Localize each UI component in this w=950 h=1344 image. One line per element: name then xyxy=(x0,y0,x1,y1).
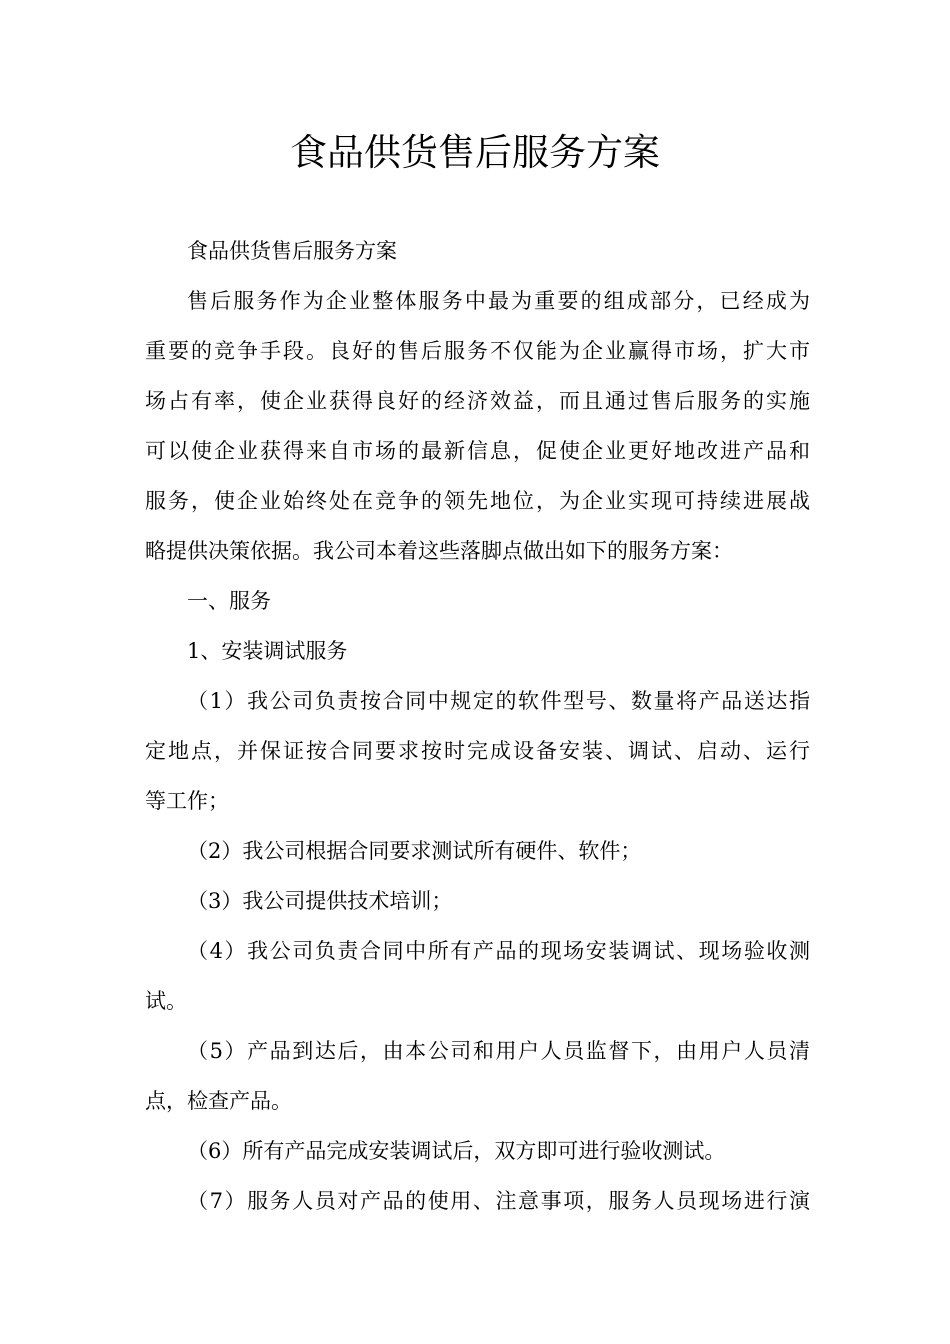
text-line: 一、服务 xyxy=(187,589,271,613)
text-line: 点，检查产品。 xyxy=(145,1089,292,1113)
text-line: （2）我公司根据合同要求测试所有硬件、软件； xyxy=(187,839,642,863)
list-item-3 xyxy=(145,876,810,926)
text-line: （1）我公司负责按合同中规定的软件型号、数量将产品送达指 xyxy=(187,689,810,713)
list-item-2 xyxy=(145,826,810,876)
text-line: 可以使企业获得来自市场的最新信息，促使企业更好地改进产品和 xyxy=(145,439,810,463)
text-line: 服务，使企业始终处在竞争的领先地位，为企业实现可持续进展战 xyxy=(145,489,810,513)
text-line: （3）我公司提供技术培训； xyxy=(187,889,453,913)
list-item-4 xyxy=(145,926,810,1026)
text-line: 等工作； xyxy=(145,789,229,813)
text-line: 场占有率，使企业获得良好的经济效益，而且通过售后服务的实施 xyxy=(145,389,810,413)
text-line: 试。 xyxy=(145,989,187,1013)
list-item-5 xyxy=(145,1026,810,1126)
paragraph-subtitle xyxy=(145,226,810,276)
list-item-6 xyxy=(145,1126,810,1176)
text-line: 售后服务作为企业整体服务中最为重要的组成部分，已经成为 xyxy=(187,289,810,313)
text-line: （6）所有产品完成安装调试后，双方即可进行验收测试。 xyxy=(187,1139,726,1163)
text-line: （5）产品到达后，由本公司和用户人员监督下，由用户人员清 xyxy=(187,1039,810,1063)
text-line: 重要的竞争手段。良好的售后服务不仅能为企业赢得市场，扩大市 xyxy=(145,339,810,363)
document-body xyxy=(145,226,810,1226)
list-item-7 xyxy=(145,1176,810,1226)
document-title: 食品供货售后服务方案 xyxy=(290,131,660,174)
text-line: （4）我公司负责合同中所有产品的现场安装调试、现场验收测 xyxy=(187,939,810,963)
list-item-1 xyxy=(145,676,810,826)
text-line: 1、安装调试服务 xyxy=(187,639,348,663)
text-line: （7）服务人员对产品的使用、注意事项，服务人员现场进行演 xyxy=(187,1189,810,1213)
text-line: 定地点，并保证按合同要求按时完成设备安装、调试、启动、运行 xyxy=(145,739,810,763)
text-line: 略提供决策依据。我公司本着这些落脚点做出如下的服务方案： xyxy=(145,539,733,563)
paragraph-intro xyxy=(145,276,810,576)
section-heading-service xyxy=(145,576,810,626)
subsection-heading-installation xyxy=(145,626,810,676)
text-line: 食品供货售后服务方案 xyxy=(187,239,397,263)
